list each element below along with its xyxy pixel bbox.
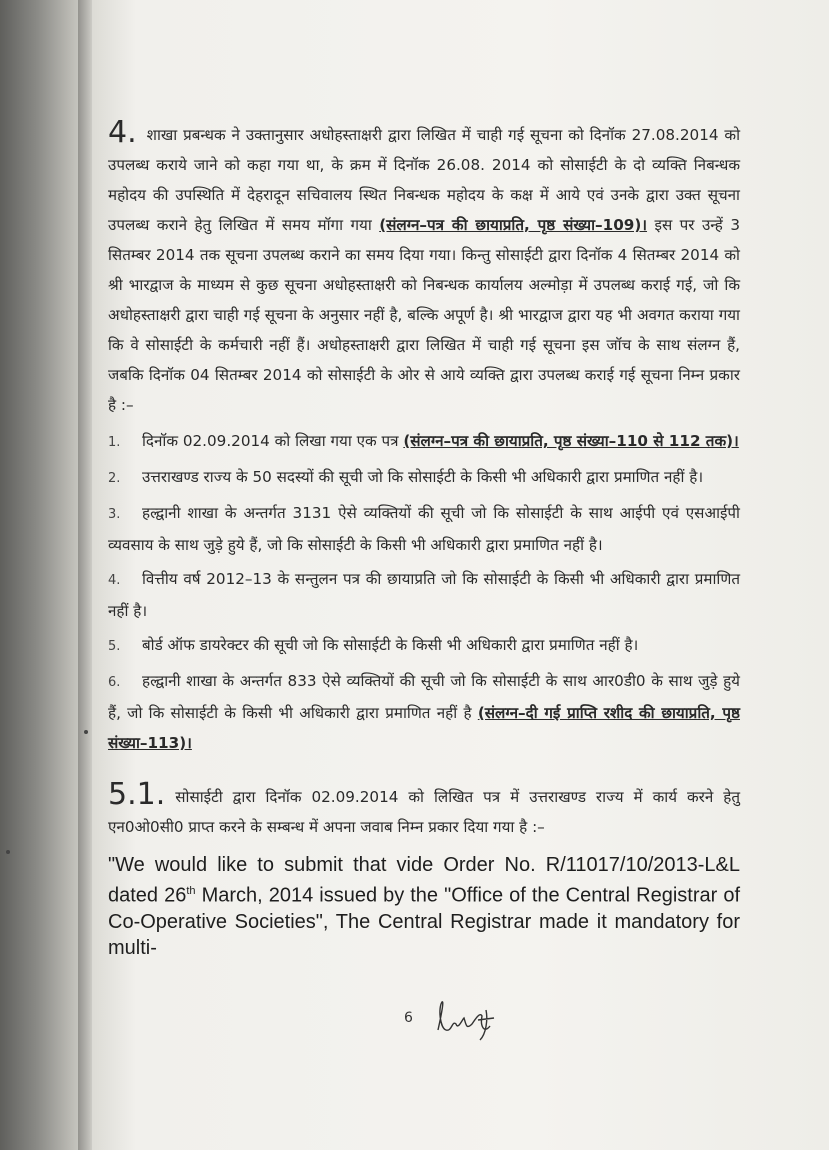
paragraph-number: 4. (108, 115, 137, 150)
english-quote: "We would like to submit that vide Order No. R/11017/10/2013-L&L dated 26th March, 2014 issued by the "Office of the Central Registrar of Co-Operative Societies", The Central Registrar made it mandatory for multi- (108, 854, 741, 959)
list-item: 4. वित्तीय वर्ष 2012–13 के सन्तुलन पत्र की छायाप्रति जो कि सोसाईटी के किसी भी अधिकारी द्वारा प्रमाणित नहीं है। (108, 570, 740, 620)
list-item: 1. दिनॉक 02.09.2014 को लिखा गया एक पत्र (संलग्न–पत्र की छायाप्रति, पृष्ठ संख्या–110 से 112 तक)। (108, 432, 739, 450)
signature-mark (430, 990, 510, 1046)
paragraph-text-continued: इस पर उन्हें 3 सितम्बर 2014 तक सूचना उपलब्ध कराने का समय दिया गया। किन्तु सोसाईटी द्वारा दिनॉक 4 सितम्बर 2014 को श्री भारद्वाज के माध्यम से कुछ सूचना अधोहस्ताक्षरी को निबन्धक कार्यालय अल्मोड़ा में उपलब्ध कराई गई, जो कि अधोहस्ताक्षरी द्वारा चाही गई सूचना के अनुसार नहीं है, बल्कि अपूर्ण है। श्री भारद्वाज द्वारा यह भी अवगत कराया गया कि वे सोसाईटी के कर्मचारी नहीं हैं। अधोहस्ताक्षरी द्वारा लिखित में चाही गई सूचना इस जॉच के साथ संलग्न हैं, जबकि दिनॉक 04 सितम्बर 2014 को सोसाईटी के ओर से आये व्यक्ति द्वारा उपलब्ध कराई गई सूचना निम्न प्रकार है :– (108, 216, 740, 414)
paragraph-4 (108, 115, 740, 420)
paragraph-text: सोसाईटी द्वारा दिनॉक 02.09.2014 को लिखित पत्र में उत्तराखण्ड राज्य में कार्य करने हेतु एन0ओ0सी0 प्राप्त करने के सम्बन्ध में अपना जवाब निम्न प्रकार दिया गया है :– (108, 788, 740, 836)
reference-note: (संलग्न–पत्र की छायाप्रति, पृष्ठ संख्या–110 से 112 तक)। (403, 432, 739, 450)
page-number: 6 (404, 1010, 413, 1026)
paragraph-5-1 (108, 777, 740, 842)
page-speck (6, 850, 10, 854)
list-item: 2. उत्तराखण्ड राज्य के 50 सदस्यों की सूची जो कि सोसाईटी के किसी भी अधिकारी द्वारा प्रमाणित नहीं है। (108, 468, 704, 486)
reference-note: (संलग्न–पत्र की छायाप्रति, पृष्ठ संख्या–109)। (379, 216, 648, 234)
page-content (108, 115, 741, 961)
page-speck (84, 730, 88, 734)
list-item: 5. बोर्ड ऑफ डायरेक्टर की सूची जो कि सोसाईटी के किसी भी अधिकारी द्वारा प्रमाणित नहीं है। (108, 636, 639, 654)
list-item: 6. हल्द्वानी शाखा के अन्तर्गत 833 ऐसे व्यक्तियों की सूची जो कि सोसाईटी के साथ आर0डी0 के साथ जुड़े हुये हैं, जो कि सोसाईटी के किसी भी अधिकारी द्वारा प्रमाणित नहीं है (संलग्न–दी गई प्राप्ति रशीद की छायाप्रति, पृष्ठ संख्या–113)। (108, 672, 740, 752)
paragraph-text: शाखा प्रबन्धक ने उक्तानुसार अधोहस्ताक्षरी द्वारा लिखित में चाही गई सूचना को दिनॉक 27.08.2014 को उपलब्ध कराये जाने को कहा गया था, के क्रम में दिनॉक 26.08. 2014 को सोसाईटी के दो व्यक्ति निबन्धक महोदय की उपस्थिति में देहरादून सचिवालय स्थित निबन्धक महोदय के कक्ष में आये एवं उनके द्वारा उक्त सूचना उपलब्ध कराने हेतु लिखित में समय मॉगा गया (108, 126, 740, 234)
reference-note: (संलग्न–दी गई प्राप्ति रशीद की छायाप्रति, पृष्ठ संख्या–113)। (108, 704, 740, 752)
paragraph-number: 5.1. (108, 777, 166, 812)
enclosure-list (108, 426, 740, 758)
list-item: 3. हल्द्वानी शाखा के अन्तर्गत 3131 ऐसे व्यक्तियों की सूची जो कि सोसाईटी के साथ आईपी एवं एसआईपी व्यवसाय के साथ जुड़े हुये हैं, जो कि सोसाईटी के किसी भी अधिकारी द्वारा प्रमाणित नहीं है। (108, 504, 740, 554)
